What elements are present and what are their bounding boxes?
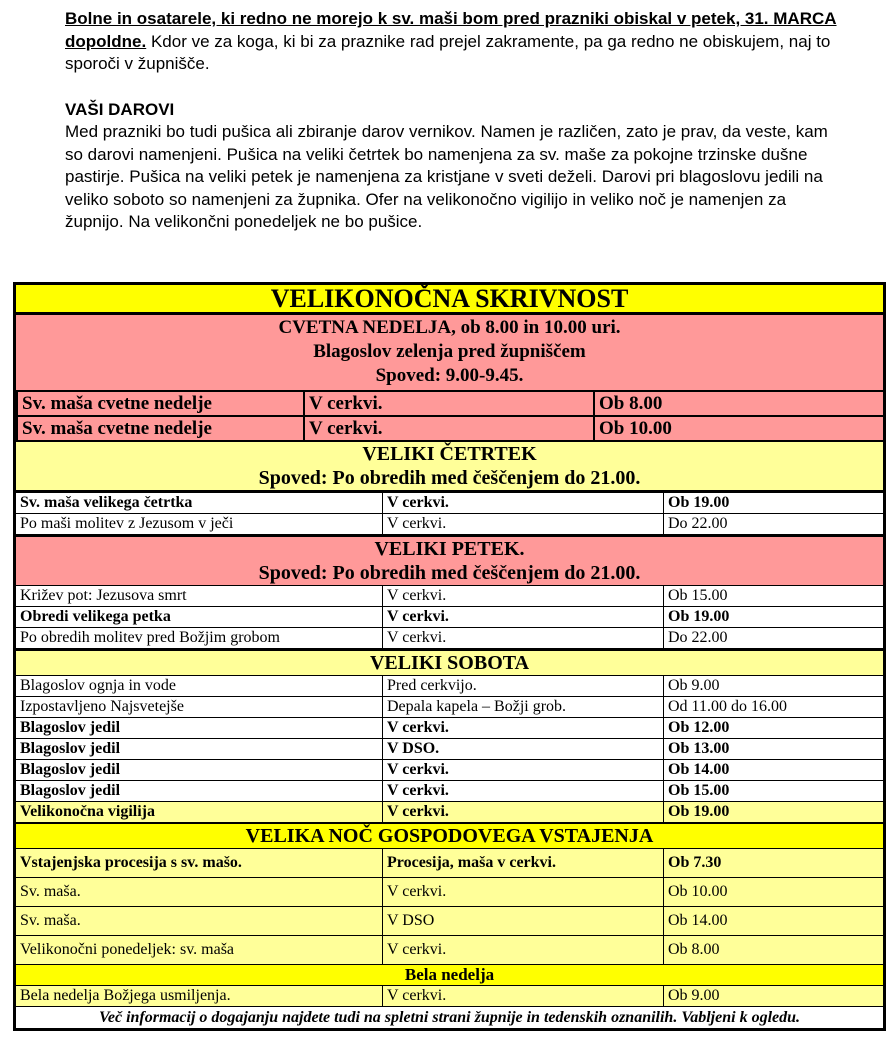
place-cell: V cerkvi. [383,760,664,781]
event-cell: Po maši molitev z Jezusom v ječi [15,514,383,536]
event-cell: Velikonočni ponedeljek: sv. maša [15,936,383,965]
table-row [15,718,885,739]
section-header-veliki-sobota [15,650,885,676]
cvetna-rows-wrapper [15,390,885,442]
place-cell: V DSO [383,907,664,936]
petek-line-2: Spoved: Po obredih med češčenjem do 21.00. [258,562,641,584]
event-cell: Po obredih molitev pred Božjim grobom [15,628,383,650]
event-cell: Sv. maša. [15,878,383,907]
place-cell: V cerkvi. [383,878,664,907]
place-cell: Procesija, maša v cerkvi. [383,849,664,878]
place-cell: V cerkvi. [383,781,664,802]
event-cell: Blagoslov jedil [15,781,383,802]
table-row [15,849,885,878]
visit-notice-bold: Bolne in osatarele, ki redno ne morejo k sv. maši bom pred prazniki obiskal v petek, 31. MARCA dopoldne. [65,9,837,51]
place-cell: V cerkvi. [383,628,664,650]
schedule-title-row [15,284,885,314]
visit-notice-rest: Kdor ve za koga, ki bi za praznike rad prejel zakramente, pa ga redno ne obiskujem, naj to sporoči v župnišče. [65,31,831,73]
table-row [15,739,885,760]
time-cell: Ob 8.00 [594,391,885,416]
section-header-velika-noc [15,823,885,849]
time-cell: Ob 14.00 [664,907,885,936]
section-header-bela-nedelja [15,965,885,986]
event-cell: Blagoslov jedil [15,718,383,739]
time-cell: Od 11.00 do 16.00 [664,697,885,718]
time-cell: Ob 12.00 [664,718,885,739]
time-cell: Ob 15.00 [664,586,885,607]
footer-row [15,1007,885,1030]
event-cell: Sv. maša cvetne nedelje [17,416,304,441]
place-cell: V cerkvi. [383,936,664,965]
place-cell: Depala kapela – Božji grob. [383,697,664,718]
footer-note: Več informacij o dogajanju najdete tudi na spletni strani župnije in tedenskih oznanilih. Vabljeni k ogledu. [15,1007,885,1030]
section-header-veliki-cetrtek [15,442,885,492]
table-row [15,628,885,650]
table-row-vigil [15,802,885,824]
table-row [15,781,885,802]
gifts-paragraph: Med prazniki bo tudi pušica ali zbiranje darov vernikov. Namen je različen, zato je prav, da veste, kam so darovi namenjeni. Pušica na veliki četrtek bo namenjena za sv. maše za pokojne trzinske dušne pastirje. Pušica na veliki petek je namenjena za kristjane v sveti deželi. Darovi pri blagoslovu jedili na veliko soboto so namenjeni za župnika. Ofer na velikonočno vigilijo in veliko noč je namenjen za župnijo. Na velikončni ponedeljek ne bo pušice. [65,122,828,231]
place-cell: V cerkvi. [383,492,664,514]
event-cell: Sv. maša. [15,907,383,936]
time-cell: Ob 19.00 [664,607,885,628]
cetrtek-line-2: Spoved: Po obredih med češčenjem do 21.00. [258,467,641,489]
table-row [15,514,885,536]
place-cell: V cerkvi. [304,391,594,416]
time-cell: Ob 14.00 [664,760,885,781]
time-cell: Ob 19.00 [664,492,885,514]
visit-paragraph [65,8,845,76]
intro-text [65,8,845,234]
event-cell: Blagoslov ognja in vode [15,676,383,697]
table-row [15,607,885,628]
schedule-title: VELIKONOČNA SKRIVNOST [15,284,885,314]
place-cell: V cerkvi. [383,986,664,1007]
time-cell: Ob 8.00 [664,936,885,965]
time-cell: Ob 9.00 [664,986,885,1007]
event-cell: Obredi velikega petka [15,607,383,628]
event-cell: Blagoslov jedil [15,760,383,781]
event-cell: Blagoslov jedil [15,739,383,760]
time-cell: Ob 15.00 [664,781,885,802]
event-cell: Bela nedelja Božjega usmiljenja. [15,986,383,1007]
place-cell: V cerkvi. [383,802,664,824]
cvetna-line-2: Blagoslov zelenja pred župniščem [313,341,586,362]
place-cell: V cerkvi. [383,586,664,607]
gifts-heading: VAŠI DAROVI [65,99,175,119]
time-cell: Ob 13.00 [664,739,885,760]
table-row [15,676,885,697]
sobota-line-1: VELIKI SOBOTA [369,652,530,674]
event-cell: Vstajenjska procesija s sv. mašo. [15,849,383,878]
easter-schedule-table [13,282,886,1031]
time-cell: Ob 10.00 [594,416,885,441]
bela-line-1: Bela nedelja [404,965,495,984]
section-header-cvetna-nedelja [15,314,885,391]
time-cell: Ob 7.30 [664,849,885,878]
place-cell: V cerkvi. [304,416,594,441]
table-row [15,492,885,514]
cetrtek-line-1: VELIKI ČETRTEK [362,443,537,465]
petek-line-1: VELIKI PETEK. [374,538,525,560]
cvetna-subtable [16,390,885,442]
table-row [15,878,885,907]
time-cell: Do 22.00 [664,628,885,650]
event-cell: Izpostavljeno Najsvetejše [15,697,383,718]
cvetna-line-3: Spoved: 9.00-9.45. [375,365,524,386]
section-header-veliki-petek [15,536,885,586]
table-row [17,416,885,441]
place-cell: V cerkvi. [383,718,664,739]
place-cell: V DSO. [383,739,664,760]
event-cell: Križev pot: Jezusova smrt [15,586,383,607]
event-cell: Velikonočna vigilija [15,802,383,824]
table-row [15,586,885,607]
table-row [15,907,885,936]
table-row [17,391,885,416]
place-cell: Pred cerkvijo. [383,676,664,697]
table-row [15,986,885,1007]
place-cell: V cerkvi. [383,514,664,536]
table-row [15,697,885,718]
table-row [15,936,885,965]
event-cell: Sv. maša velikega četrtka [15,492,383,514]
place-cell: V cerkvi. [383,607,664,628]
event-cell: Sv. maša cvetne nedelje [17,391,304,416]
table-row [15,760,885,781]
time-cell: Do 22.00 [664,514,885,536]
cvetna-line-1: CVETNA NEDELJA, ob 8.00 in 10.00 uri. [278,317,621,338]
time-cell: Ob 9.00 [664,676,885,697]
time-cell: Ob 10.00 [664,878,885,907]
time-cell: Ob 19.00 [664,802,885,824]
velika-noc-line-1: VELIKA NOČ GOSPODOVEGA VSTAJENJA [245,825,654,847]
